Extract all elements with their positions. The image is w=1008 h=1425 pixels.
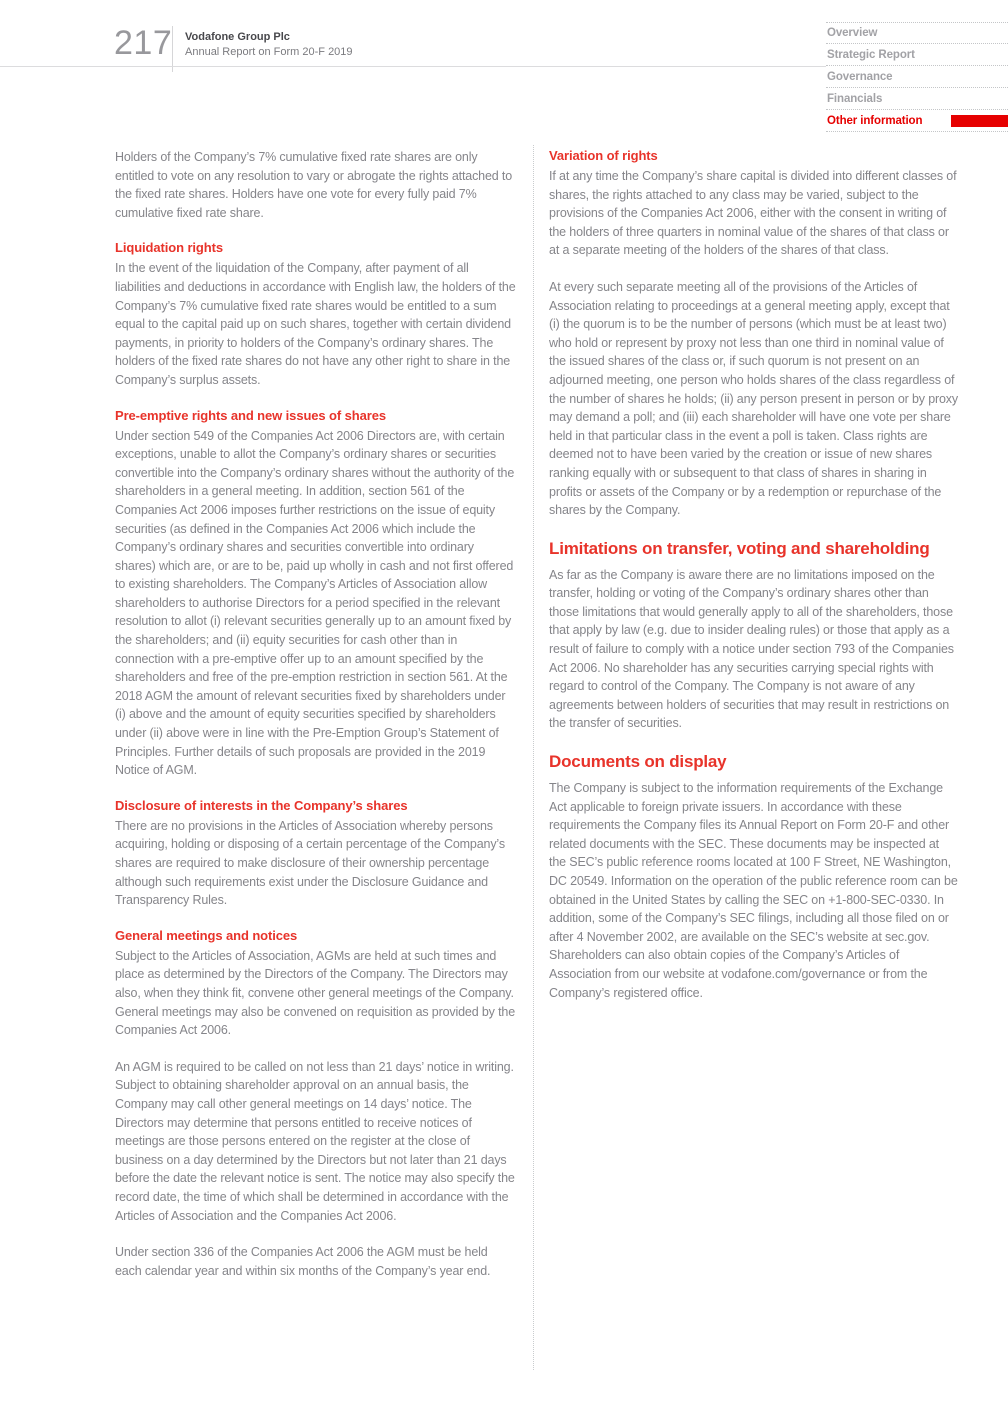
page-section-heading-limitations: Limitations on transfer, voting and shareholding: [549, 538, 930, 558]
nav-item-other-information[interactable]: [826, 110, 1008, 132]
nav-item-overview[interactable]: [826, 22, 1008, 44]
paragraph-limitations: As far as the Company is aware there are no limitations imposed on the transfer, holding or voting of the Company’s ordinary shares other than those limitations that would generally apply to all of the shareholders, those that apply by law (e.g. due to insider dealing rules) or those that apply as a result of failure to comply with a notice under section 793 of the Companies Act 2006. No shareholder has any securities carrying special rights with regard to control of the Company. The Company is not aware of any agreements between holders of securities that may result in restrictions on the transfer of securities.: [549, 567, 954, 731]
nav-item-label: Financials: [827, 92, 883, 105]
report-title: Annual Report on Form 20-F 2019: [185, 46, 353, 58]
section-heading-variation-of-rights: Variation of rights: [549, 148, 658, 163]
paragraph-general-meetings-1: Subject to the Articles of Association, AGMs are held at such times and place as determined by the Directors of the Company. The Directors may also, when they think fit, convene other general meetings of the Company. General meetings may also be convened on requisition as provided by the Companies Act 2006.: [115, 948, 516, 1038]
section-heading-disclosure-of-interests: Disclosure of interests in the Company’s shares: [115, 797, 408, 813]
right-column: [549, 148, 958, 1298]
section-heading-liquidation-rights: Liquidation rights: [115, 240, 223, 256]
nav-item-label: Governance: [827, 70, 893, 83]
page-section-heading-documents-on-display: Documents on display: [549, 752, 727, 772]
nav-item-financials[interactable]: [826, 88, 1008, 110]
active-section-indicator: [951, 115, 1008, 127]
paragraph-general-meetings-2: An AGM is required to be called on not less than 21 days’ notice in writing. Subject to obtaining shareholder approval on an annual basis, the Company may call other general meetings on 14 days’ notice. The Directors may determine that persons entitled to receive notices of meetings are those persons entered on the register at the close of business on a day determined by the Directors but not later than 21 days before the date the relevant notice is sent. The notice may also specify the record date, the time of which shall be determined in accordance with the Articles of Association and the Companies Act 2006.: [115, 1059, 515, 1223]
section-heading-general-meetings: General meetings and notices: [115, 927, 298, 943]
paragraph-pre-emptive-rights: Under section 549 of the Companies Act 2006 Directors are, with certain exceptions, unable to allot the Company’s ordinary shares or securities convertible into the Company’s ordinary shares without the authority of the shareholders in a general meeting. In addition, section 561 of the Companies Act 2006 imposes further restrictions on the issue of equity securities (as defined in the Companies Act 2006 which include the Company’s ordinary shares and securities convertible into ordinary shares) which are, or are to be, paid up wholly in cash and not first offered to existing shareholders. The Company’s Articles of Association allow shareholders to authorise Directors for a period specified in the relevant resolution to allot (i) relevant securities generally up to an amount fixed by the shareholders; and (ii) equity securities for cash other than in connection with a pre-emptive offer up to an amount specified by the shareholders and free of the pre-emption restriction in section 561. At the 2018 AGM the amount of relevant securities fixed by shareholders under (i) above and the amount of equity securities specified by shareholders under (ii) above were in line with the Pre-Emption Group’s Statement of Principles. Further details of such proposals are provided in the 2019 Notice of AGM.: [115, 428, 515, 778]
nav-item-strategic-report[interactable]: [826, 44, 1008, 66]
nav-item-label: Overview: [827, 27, 878, 39]
page-number: 217: [114, 24, 173, 62]
paragraph-liquidation-rights: In the event of the liquidation of the Company, after payment of all liabilities and deductions in accordance with English law, the holders of the Company’s 7% cumulative fixed rate shares would be entitled to a sum equal to the capital paid up on such shares, together with certain dividend payments, in priority to holders of the Company’s ordinary shares. The holders of the fixed rate shares do not have any other right to share in the Company’s surplus assets.: [115, 261, 516, 387]
paragraph-general-meetings-3: Under section 336 of the Companies Act 2006 the AGM must be held each calendar year and within six months of the Company’s year end.: [115, 1245, 491, 1278]
nav-item-governance[interactable]: [826, 66, 1008, 88]
paragraph-disclosure-of-interests: There are no provisions in the Articles of Association whereby persons acquiring, holding or disposing of a certain percentage of the Company’s shares are required to make disclosure of their ownership percentage although such requirements exist under the Disclosure Guidance and Transparency Rules.: [115, 818, 505, 908]
paragraph-voting-rights: Holders of the Company’s 7% cumulative fixed rate shares are only entitled to vote on any resolution to vary or abrogate the rights attached to the fixed rate shares. Holders have one vote for every fully paid 7% cumulative fixed rate share.: [115, 150, 513, 220]
page-content: [115, 148, 958, 1298]
header-title-block: [185, 30, 353, 60]
section-nav: [826, 22, 1008, 132]
nav-item-label: Strategic Report: [827, 48, 915, 61]
paragraph-variation-of-rights-2: At every such separate meeting all of the provisions of the Articles of Association relating to proceedings at a general meeting apply, except that (i) the quorum is to be the number of persons (which must be at least two) who hold or represent by proxy not less than one third in nominal value of the issued shares of the class or, if such quorum is not present on an adjourned meeting, one person who holds shares of the class regardless of the number of shares he holds; (ii) any person present in person or by proxy may demand a poll; and (iii) each shareholder will have one vote per share held in that particular class in the event a poll is taken. Class rights are deemed not to have been varied by the creation or issue of new shares ranking equally with or subsequent to that class of shares in sharing in profits or assets of the Company or by a redemption or repurchase of the shares by the Company.: [549, 279, 959, 518]
nav-item-label: Other information: [827, 114, 923, 127]
company-name: Vodafone Group Plc: [185, 31, 290, 43]
paragraph-variation-of-rights-1: If at any time the Company’s share capital is divided into different classes of shares, the rights attached to any class may be varied, subject to the provisions of the Companies Act 2006, either with the consent in writing of the holders of three quarters in nominal value of the shares of that class or at a separate meeting of the holders of the shares of that class.: [549, 169, 957, 258]
section-heading-pre-emptive-rights: Pre-emptive rights and new issues of shares: [115, 407, 386, 423]
paragraph-documents-on-display: The Company is subject to the information requirements of the Exchange Act applicable to foreign private issuers. In accordance with these requirements the Company files its Annual Report on Form 20-F and other related documents with the SEC. These documents may be inspected at the SEC’s public reference rooms located at 100 F Street, NE Washington, DC 20549. Information on the operation of the public reference room can be obtained in the United States by calling the SEC on +1-800-SEC-0330. In addition, some of the Company’s SEC filings, including all those filed on or after 4 November 2002, are available on the SEC’s website at sec.gov. Shareholders can also obtain copies of the Company’s Articles of Association from our website at vodafone.com/governance or from the Company’s registered office.: [549, 781, 958, 1000]
header-rule: [0, 66, 826, 67]
left-column: [115, 148, 516, 1298]
